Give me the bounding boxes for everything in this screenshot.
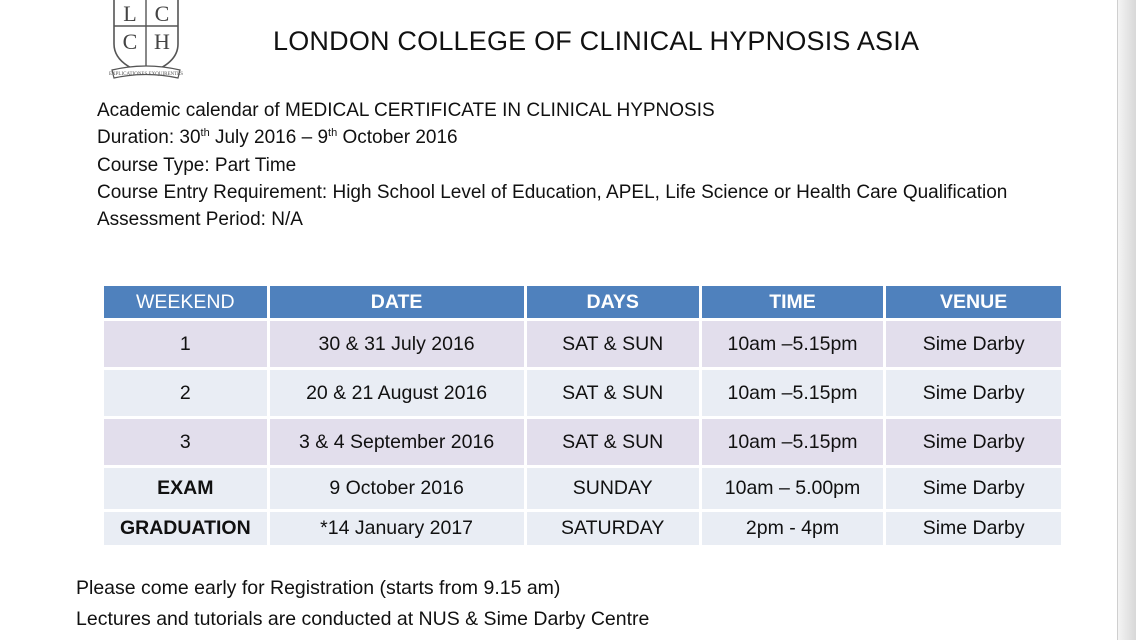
duration-suffix: October 2016 [337,127,458,149]
cell-days: SAT & SUN [527,419,702,468]
assessment-period: Assessment Period: N/A [97,209,303,231]
course-type: Course Type: Part Time [97,154,297,176]
cell-weekend: GRADUATION [104,512,270,548]
page-title: LONDON COLLEGE OF CLINICAL HYPNOSIS ASIA [273,26,920,56]
duration-sup-2: th [328,127,338,140]
cell-venue: Sime Darby [886,370,1061,419]
calendar-table [104,286,1061,548]
table-row [104,321,1061,370]
logo-motto: EXPLICATIONES EXQUIRENTES [108,72,184,77]
cell-venue: Sime Darby [886,419,1061,468]
duration-prefix: Duration: 30 [97,127,201,149]
cell-days: SAT & SUN [527,370,702,419]
table-row [104,468,1061,512]
duration-sup-1: th [200,127,210,140]
cell-date: 3 & 4 September 2016 [270,419,527,468]
cell-venue: Sime Darby [886,468,1061,512]
cell-date: 20 & 21 August 2016 [270,370,527,419]
cell-venue: Sime Darby [886,321,1061,370]
calendar-heading: Academic calendar of MEDICAL CERTIFICATE IN CLINICAL HYPNOSIS [97,100,715,121]
page-edge [1117,0,1136,640]
table-row [104,370,1061,419]
crest-icon [108,0,184,84]
cell-days: SAT & SUN [527,321,702,370]
cell-weekend: 2 [104,370,270,419]
college-logo [108,0,184,84]
header-date: DATE [270,286,527,321]
cell-weekend: 3 [104,419,270,468]
table-row [104,512,1061,548]
cell-weekend: EXAM [104,468,270,512]
cell-time: 10am –5.15pm [702,370,887,419]
header-time: TIME [702,286,887,321]
logo-letter-c2: C [122,29,138,54]
header-weekend: WEEKEND [104,286,270,321]
logo-letter-c1: C [154,1,170,26]
table-header-row [104,286,1061,321]
logo-letter-h: H [154,29,170,54]
venue-note: Lectures and tutorials are conducted at NUS & Sime Darby Centre [76,608,650,630]
duration-middle: July 2016 – 9 [209,127,329,149]
header-venue: VENUE [886,286,1061,321]
cell-time: 2pm - 4pm [702,512,887,548]
cell-time: 10am –5.15pm [702,321,887,370]
header-days: DAYS [527,286,702,321]
table-row [104,419,1061,468]
cell-venue: Sime Darby [886,512,1061,548]
registration-note: Please come early for Registration (starts from 9.15 am) [76,577,561,599]
footer-notes [76,573,649,635]
cell-weekend: 1 [104,321,270,370]
cell-days: SUNDAY [527,468,702,512]
course-info [97,97,1007,233]
logo-letter-l: L [123,1,137,26]
cell-time: 10am – 5.00pm [702,468,887,512]
cell-time: 10am –5.15pm [702,419,887,468]
cell-days: SATURDAY [527,512,702,548]
cell-date: 30 & 31 July 2016 [270,321,527,370]
entry-requirement: Course Entry Requirement: High School Level of Education, APEL, Life Science or Health Care Qualification [97,181,1008,203]
duration-line [97,124,1007,151]
cell-date: 9 October 2016 [270,468,527,512]
cell-date: *14 January 2017 [270,512,527,548]
